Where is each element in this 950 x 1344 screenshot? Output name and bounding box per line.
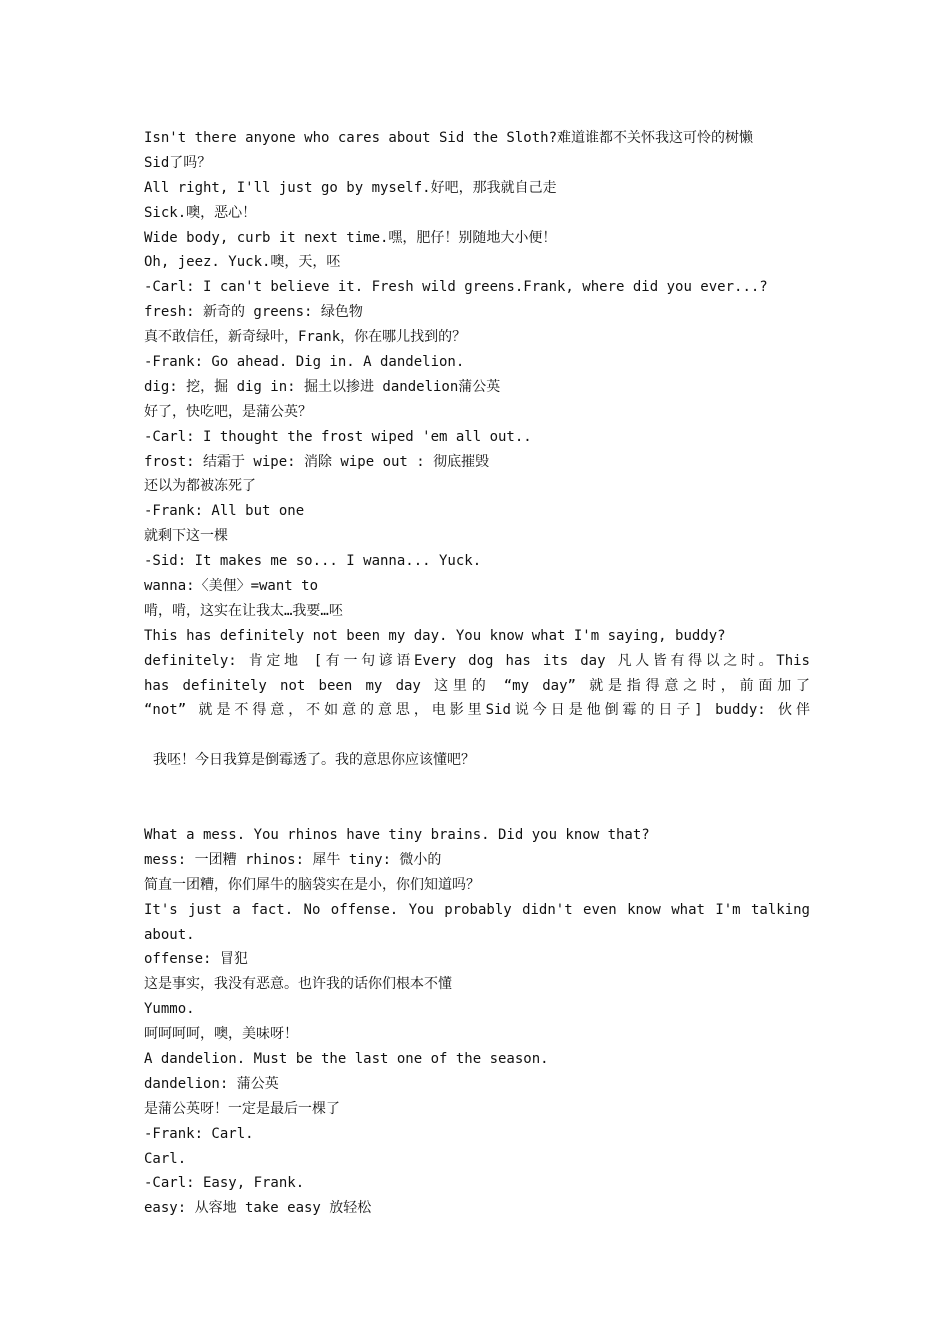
text-line: -Frank: Go ahead. Dig in. A dandelion. [144,354,465,371]
text-line: dandelion: 蒲公英 [144,1075,279,1092]
text-line: Isn't there anyone who cares about Sid the Sloth?难道谁都不关怀我这可怜的树懒 [144,130,754,146]
text-line: 真不敢信任，新奇绿叶，Frank，你在哪儿找到的？ [144,329,467,346]
text-line: A dandelion. Must be the last one of the season. [144,1050,549,1067]
text-line: 好了，快吃吧，是蒲公英？ [144,403,312,420]
text-line: offense: 冒犯 [144,951,248,968]
text-line: 呵呵呵呵，噢，美味呀！ [144,1026,298,1043]
text-line: What a mess. You rhinos have tiny brains. Did you know that? [144,826,650,843]
blank-line [144,723,810,748]
text-line: “not” 就是不得意，不如意的意思，电影里Sid说今日是他倒霉的日子] buddy: 伙伴 [144,702,810,719]
text-line: frost: 结霜于 wipe: 消除 wipe out : 彻底摧毁 [144,453,490,470]
text-line: -Carl: Easy, Frank. [144,1175,305,1192]
text-line: Yummo. [144,1001,195,1018]
text-line: 啃，啃，这实在让我太…我要…呸 [144,602,343,619]
text-line: -Sid: It makes me so... I wanna... Yuck. [144,553,482,570]
text-line: dig: 挖，掘 dig in: 掘土以掺进 dandelion蒲公英 [144,378,501,395]
text-line: Wide body, curb it next time.嘿，肥仔！别随地大小便！ [144,229,557,246]
text-line: -Carl: I thought the frost wiped 'em all out.. [144,428,532,445]
text-line: 这是事实，我没有恶意。也许我的话你们根本不懂 [144,976,452,993]
text-line: wanna:〈美俚〉=want to [144,578,319,595]
text-line: 我呸！今日我算是倒霉透了。我的意思你应该懂吧？ [153,752,475,769]
document-page [144,126,810,1221]
text-line: It's just a fact. No offense. You probably didn't even know what I'm talking [144,901,810,918]
text-line: Sid了吗？ [144,154,212,171]
text-line: 还以为都被冻死了 [144,478,256,495]
blank-line [144,773,810,823]
text-line: Carl. [144,1150,187,1167]
text-line: mess: 一团糟 rhinos: 犀牛 tiny: 微小的 [144,851,442,868]
text-line: definitely: 肯定地 [有一句谚语Every dog has its day 凡人皆有得以之时。This [144,652,810,669]
text-line: easy: 从容地 take easy 放轻松 [144,1200,372,1217]
text-line: 就剩下这一棵 [144,528,228,545]
text-line: 是蒲公英呀！一定是最后一棵了 [144,1100,340,1117]
text-line: Sick.噢，恶心！ [144,204,257,221]
text-line: Oh, jeez. Yuck.噢，天，呸 [144,254,341,271]
text-line: This has definitely not been my day. You know what I'm saying, buddy? [144,627,726,644]
text-line: about. [144,926,195,943]
text-line: has definitely not been my day 这里的 “my day” 就是指得意之时，前面加了 [144,677,810,694]
text-line: fresh: 新奇的 greens: 绿色物 [144,304,363,321]
text-line: 简直一团糟，你们犀牛的脑袋实在是小，你们知道吗？ [144,876,480,893]
text-line: All right, I'll just go by myself.好吧，那我就自己走 [144,179,557,196]
text-line: -Carl: I can't believe it. Fresh wild greens.Frank, where did you ever...? [144,279,768,296]
text-line: -Frank: All but one [144,503,305,520]
text-line: -Frank: Carl. [144,1125,254,1142]
